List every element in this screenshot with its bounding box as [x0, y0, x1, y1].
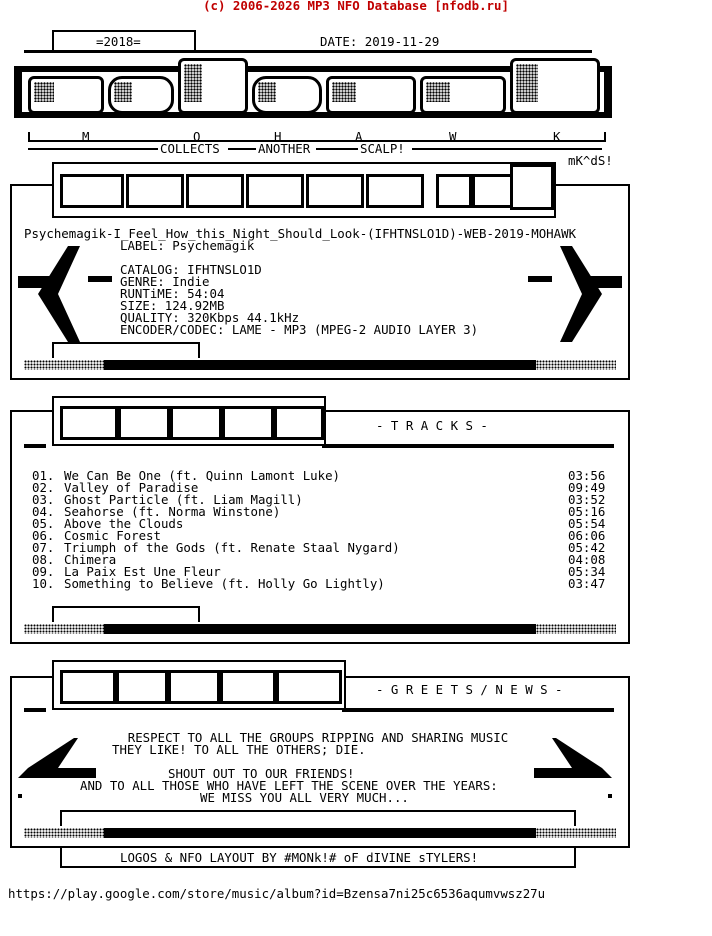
- group-letter-6: K: [553, 129, 561, 144]
- track-title: Seahorse (ft. Norma Winstone): [64, 504, 281, 519]
- track-row: [32, 528, 612, 543]
- site-header[interactable]: (c) 2006-2026 MP3 NFO Database [nfodb.ru]: [203, 0, 509, 13]
- track-duration: 03:52: [568, 492, 606, 507]
- slogan-rule-1: [28, 148, 158, 150]
- release-footer-tab: [52, 342, 200, 358]
- track-number: 03.: [32, 492, 55, 507]
- greets-line-3: SHOUT OUT TO OUR FRIENDS!: [168, 766, 355, 781]
- track-number: 06.: [32, 528, 55, 543]
- track-title: Valley of Paradise: [64, 480, 199, 495]
- track-row: [32, 552, 612, 567]
- group-letter-1: M: [82, 129, 90, 144]
- greets-footer-tab: [60, 810, 576, 826]
- release-size: SIZE: 124.92MB: [120, 298, 225, 313]
- date-label: DATE: 2019-11-29: [320, 34, 440, 49]
- group-letter-2: O: [193, 129, 201, 144]
- release-bottom-bar: [104, 360, 536, 370]
- release-label: LABEL: Psychemagik: [120, 238, 255, 253]
- release-name[interactable]: Psychemagik-I_Feel_How_this_Night_Should_Look-(IFHTNSLO1D)-WEB-2019-MOHAWK: [24, 226, 577, 241]
- slogan-word-1: COLLECTS: [160, 141, 220, 156]
- track-row: [32, 564, 612, 579]
- track-title: We Can Be One (ft. Quinn Lamont Luke): [64, 468, 341, 483]
- track-number: 04.: [32, 504, 55, 519]
- track-duration: 04:08: [568, 552, 606, 567]
- track-number: 07.: [32, 540, 55, 555]
- track-title: Something to Believe (ft. Holly Go Lightly): [64, 576, 385, 591]
- greets-shade-left: [24, 828, 104, 838]
- group-letter-3: H: [274, 129, 282, 144]
- tracks-rule-right: [322, 444, 614, 448]
- track-number: 01.: [32, 468, 55, 483]
- greets-rule-right: [342, 708, 614, 712]
- track-row: [32, 480, 612, 495]
- group-letter-4: A: [355, 129, 363, 144]
- release-shade-right: [536, 360, 616, 370]
- track-row: [32, 576, 612, 591]
- release-shade-left: [24, 360, 104, 370]
- track-duration: 05:34: [568, 564, 606, 579]
- greets-bottom-bar: [104, 828, 536, 838]
- track-number: 05.: [32, 516, 55, 531]
- greets-line-1: RESPECT TO ALL THE GROUPS RIPPING AND SHARING MUSIC: [127, 730, 509, 745]
- right-arrow-decoration: [526, 246, 622, 342]
- greets-logo: [52, 660, 346, 710]
- track-number: 02.: [32, 480, 55, 495]
- source-url-link[interactable]: https://play.google.com/store/music/album?id=Bzensa7ni25c6536aqumvwsz27u: [8, 886, 546, 901]
- slogan-word-2: ANOTHER: [258, 141, 311, 156]
- track-title: Triumph of the Gods (ft. Renate Staal Nygard): [64, 540, 400, 555]
- greets-line-2: THEY LIKE! TO ALL THE OTHERS; DIE.: [112, 742, 366, 757]
- release-catalog: CATALOG: IFHTNSLO1D: [120, 262, 262, 277]
- track-duration: 06:06: [568, 528, 606, 543]
- tracks-shade-left: [24, 624, 104, 634]
- track-duration: 05:54: [568, 516, 606, 531]
- tracks-rule-left: [24, 444, 46, 448]
- tracks-bottom-bar: [104, 624, 536, 634]
- tracks-logo: [52, 396, 326, 446]
- track-title: Ghost Particle (ft. Liam Magill): [64, 492, 303, 507]
- track-number: 09.: [32, 564, 55, 579]
- track-row: [32, 516, 612, 531]
- credits-text: LOGOS & NFO LAYOUT BY #MONk!# oF dIVINE sTYLERS!: [120, 850, 479, 865]
- slogan-word-3: SCALP!: [360, 141, 405, 156]
- greets-heading: - G R E E T S / N E W S -: [376, 682, 563, 697]
- track-number: 08.: [32, 552, 55, 567]
- track-row: [32, 492, 612, 507]
- track-title: Above the Clouds: [64, 516, 184, 531]
- artist-tag: mK^dS!: [568, 153, 613, 168]
- left-arrow-decoration: [18, 246, 114, 342]
- track-duration: 03:47: [568, 576, 606, 591]
- track-title: Chimera: [64, 552, 117, 567]
- track-duration: 05:42: [568, 540, 606, 555]
- group-letter-5: W: [449, 129, 457, 144]
- track-duration: 03:56: [568, 468, 606, 483]
- track-row: [32, 540, 612, 555]
- greets-line-5: WE MISS YOU ALL VERY MUCH...: [200, 790, 409, 805]
- track-duration: 05:16: [568, 504, 606, 519]
- year-tag: =2018=: [96, 34, 141, 49]
- track-row: [32, 504, 612, 519]
- greets-right-arrow: [532, 738, 612, 798]
- mohawk-logo: [14, 54, 612, 130]
- release-encoder: ENCODER/CODEC: LAME - MP3 (MPEG-2 AUDIO LAYER 3): [120, 322, 479, 337]
- tracks-footer-tab: [52, 606, 200, 622]
- track-number: 10.: [32, 576, 55, 591]
- track-duration: 09:49: [568, 480, 606, 495]
- tracks-shade-right: [536, 624, 616, 634]
- track-title: Cosmic Forest: [64, 528, 161, 543]
- greets-shade-right: [536, 828, 616, 838]
- letters-line: [28, 129, 606, 144]
- release-runtime: RUNTiME: 54:04: [120, 286, 225, 301]
- slogan-rule-4: [412, 148, 602, 150]
- release-info-logo: [52, 162, 556, 218]
- release-genre: GENRE: Indie: [120, 274, 210, 289]
- greets-line-4: AND TO ALL THOSE WHO HAVE LEFT THE SCENE OVER THE YEARS:: [80, 778, 498, 793]
- slogan-rule-2: [228, 148, 256, 150]
- slogan-rule-3: [316, 148, 358, 150]
- header-rule: [24, 50, 592, 53]
- tracks-heading: - T R A C K S -: [376, 418, 488, 433]
- release-quality: QUALITY: 320Kbps 44.1kHz: [120, 310, 300, 325]
- track-title: La Paix Est Une Fleur: [64, 564, 221, 579]
- greets-rule-left: [24, 708, 46, 712]
- track-row: [32, 468, 612, 483]
